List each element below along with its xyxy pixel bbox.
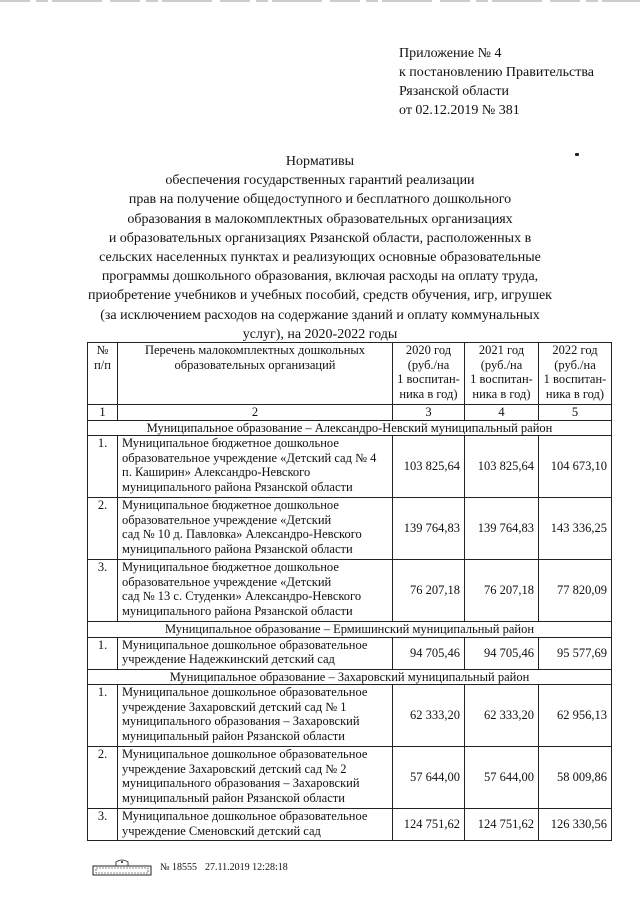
organization-name: Муниципальное дошкольное образовательное учреждение Захаровский детский сад № 2 муниципального образования – Захаровский муниципальный район Рязанской области	[118, 747, 393, 809]
table-row	[88, 498, 612, 560]
organization-name: Муниципальное бюджетное дошкольное образовательное учреждение «Детский сад № 13 с. Студенки» Александро-Невского муниципального района Рязанской области	[118, 560, 393, 622]
value-2021: 103 825,64	[465, 436, 539, 498]
title-line: приобретение учебников и учебных пособий, средств обучения, игр, игрушек	[87, 288, 552, 304]
organization-name: Муниципальное дошкольное образовательное учреждение Захаровский детский сад № 1 муниципального образования – Захаровский муниципальный район Рязанской области	[118, 685, 393, 747]
organization-name: Муниципальное дошкольное образовательное учреждение Сменовский детский сад	[118, 809, 393, 841]
value-2021: 124 751,62	[465, 809, 539, 841]
title-line: и образовательных организациях Рязанской области, расположенных в	[108, 230, 532, 246]
table-row	[88, 560, 612, 622]
title-line: сельских населенных пунктах и реализующих основные образовательные	[99, 250, 541, 266]
annex-number: Приложение № 4	[399, 46, 502, 61]
title-line: образования в малокомплектных образовательных организациях	[127, 211, 513, 227]
value-2021: 94 705,46	[465, 637, 539, 669]
value-2020: 124 751,62	[393, 809, 465, 841]
value-2022: 77 820,09	[539, 560, 612, 622]
col-header-organization: Перечень малокомплектных дошкольных образовательных организаций	[118, 343, 393, 405]
annex-reference: к постановлению Правительства	[399, 65, 595, 80]
col-header-2020: 2020 год (руб./на 1 воспитан- ника в год)	[393, 343, 465, 405]
organization-name: Муниципальное бюджетное дошкольное образовательное учреждение «Детский сад № 10 д. Павловка» Александро-Невского муниципального района Рязанской области	[118, 498, 393, 560]
column-index: 3	[393, 405, 465, 421]
table-row	[88, 436, 612, 498]
section-row	[88, 669, 612, 685]
row-number: 1.	[88, 637, 118, 669]
registry-stamp-icon	[92, 858, 152, 876]
document-number: № 18555	[160, 861, 198, 873]
table-row	[88, 809, 612, 841]
column-index: 4	[465, 405, 539, 421]
value-2021: 76 207,18	[465, 560, 539, 622]
value-2022: 126 330,56	[539, 809, 612, 841]
registration-timestamp: 27.11.2019 12:28:18	[205, 861, 288, 873]
column-index: 5	[539, 405, 612, 421]
title-line: прав на получение общедоступного и бесплатного дошкольного	[128, 192, 512, 208]
title-line: программы дошкольного образования, включая расходы на оплату труда,	[101, 269, 539, 285]
value-2022: 143 336,25	[539, 498, 612, 560]
organization-name: Муниципальное дошкольное образовательное учреждение Надежкинский детский сад	[118, 637, 393, 669]
col-header-2021: 2021 год (руб./на 1 воспитан- ника в год)	[465, 343, 539, 405]
value-2022: 95 577,69	[539, 637, 612, 669]
row-number: 2.	[88, 498, 118, 560]
scan-artifact-top	[0, 0, 640, 4]
column-index-row	[88, 405, 612, 421]
ink-dot	[575, 153, 579, 156]
title-line: услуг), на 2020-2022 годы	[242, 326, 398, 342]
title-line: обеспечения государственных гарантий реализации	[165, 173, 475, 189]
norms-table	[87, 342, 612, 841]
annex-header	[399, 44, 634, 120]
value-2020: 76 207,18	[393, 560, 465, 622]
document-title	[80, 152, 560, 344]
value-2022: 58 009,86	[539, 747, 612, 809]
section-row	[88, 622, 612, 638]
row-number: 3.	[88, 809, 118, 841]
row-number: 3.	[88, 560, 118, 622]
col-header-number: № п/п	[88, 343, 118, 405]
column-index: 1	[88, 405, 118, 421]
value-2020: 139 764,83	[393, 498, 465, 560]
annex-region: Рязанской области	[399, 84, 510, 99]
col-header-2022: 2022 год (руб./на 1 воспитан- ника в год)	[539, 343, 612, 405]
row-number: 1.	[88, 436, 118, 498]
table-header-row	[88, 343, 612, 405]
value-2021: 62 333,20	[465, 685, 539, 747]
value-2022: 104 673,10	[539, 436, 612, 498]
value-2021: 57 644,00	[465, 747, 539, 809]
section-row	[88, 420, 612, 436]
title-line: (за исключением расходов на содержание зданий и оплату коммунальных	[100, 307, 540, 323]
value-2022: 62 956,13	[539, 685, 612, 747]
value-2020: 62 333,20	[393, 685, 465, 747]
section-title: Муниципальное образование – Александро-Невский муниципальный район	[88, 420, 612, 436]
document-footer	[92, 857, 288, 877]
annex-date: от 02.12.2019 № 381	[399, 103, 520, 118]
value-2020: 57 644,00	[393, 747, 465, 809]
section-title: Муниципальное образование – Ермишинский муниципальный район	[88, 622, 612, 638]
title-line: Нормативы	[285, 154, 355, 169]
value-2021: 139 764,83	[465, 498, 539, 560]
table-row	[88, 685, 612, 747]
column-index: 2	[118, 405, 393, 421]
row-number: 2.	[88, 747, 118, 809]
section-title: Муниципальное образование – Захаровский муниципальный район	[88, 669, 612, 685]
table-row	[88, 637, 612, 669]
table-row	[88, 747, 612, 809]
value-2020: 94 705,46	[393, 637, 465, 669]
organization-name: Муниципальное бюджетное дошкольное образовательное учреждение «Детский сад № 4 п. Каширин» Александро-Невского муниципального района Рязанской области	[118, 436, 393, 498]
row-number: 1.	[88, 685, 118, 747]
value-2020: 103 825,64	[393, 436, 465, 498]
